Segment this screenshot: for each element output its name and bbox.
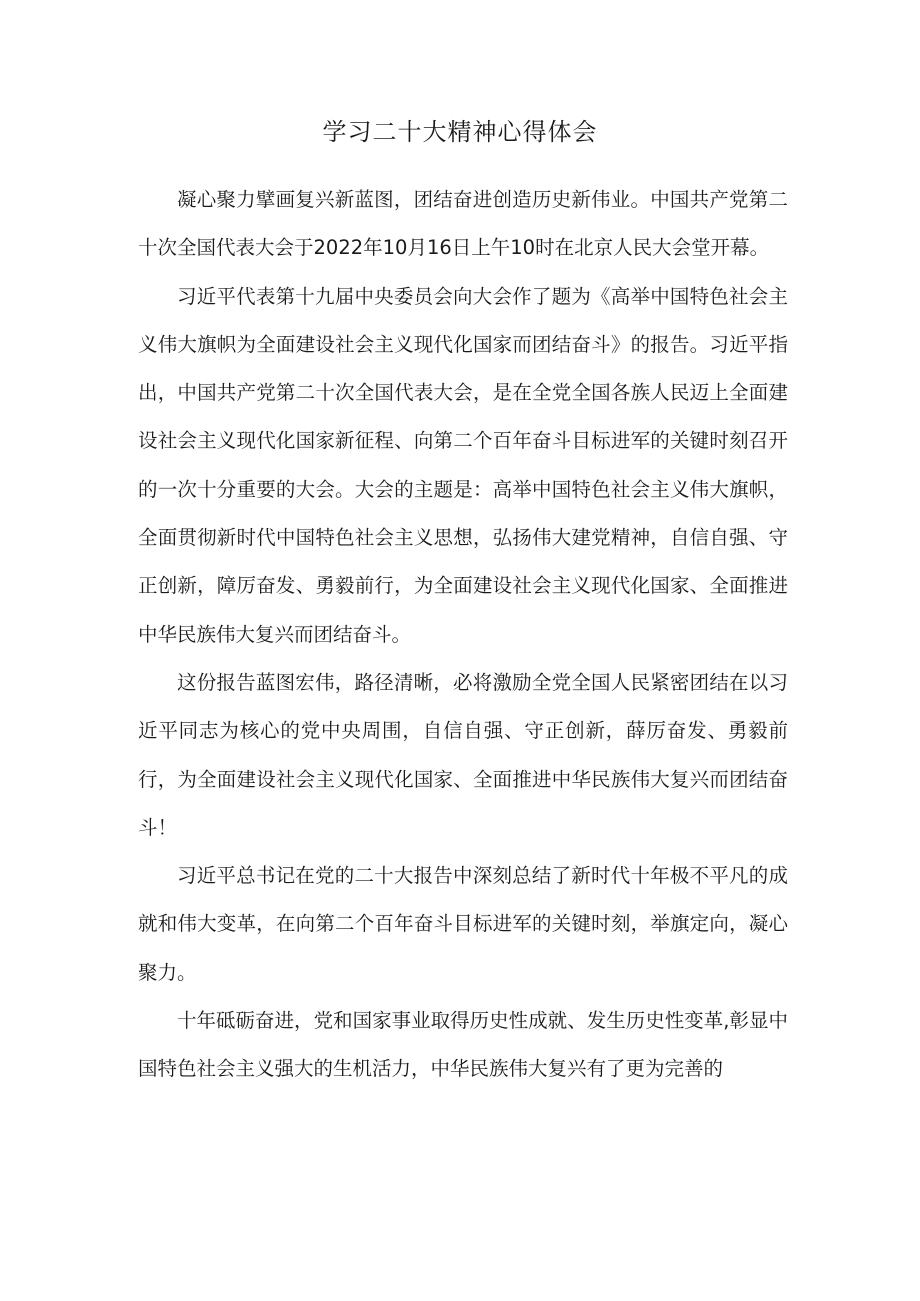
paragraph: 凝心聚力擘画复兴新蓝图，团结奋进创造历史新伟业。中国共产党第二十次全国代表大会于2022年10月16日上午10时在北京人民大会堂开幕。 bbox=[138, 188, 788, 260]
document-title: 学习二十大精神心得体会 bbox=[322, 118, 598, 146]
paragraph: 习近平代表第十九届中央委员会向大会作了题为《高举中国特色社会主义伟大旗帜为全面建设社会主义现代化国家而团结奋斗》的报告。习近平指出，中国共产党第二十次全国代表大会，是在全党全国各族人民迈上全面建设社会主义现代化国家新征程、向第二个百年奋斗目标进军的关键时刻召开的一次十分重要的大会。大会的主题是：高举中国特色社会主义伟大旗帜，全面贯彻新时代中国特色社会主义思想，弘扬伟大建党精神，自信自强、守正创新，障厉奋发、勇毅前行，为全面建设社会主义现代化国家、全面推进中华民族伟大复兴而团结奋斗。 bbox=[138, 284, 788, 646]
paragraph: 十年砥砺奋进，党和国家事业取得历史性成就、发生历史性变革,彰显中国特色社会主义强大的生机活力，中华民族伟大复兴有了更为完善的 bbox=[138, 1009, 788, 1081]
paragraph: 习近平总书记在党的二十大报告中深刻总结了新时代十年极不平凡的成就和伟大变革，在向第二个百年奋斗目标进军的关键时刻，举旗定向，凝心聚力。 bbox=[138, 864, 788, 984]
paragraph: 这份报告蓝图宏伟，路径清晰，必将激励全党全国人民紧密团结在以习近平同志为核心的党中央周围，自信自强、守正创新，薛厉奋发、勇毅前行，为全面建设社会主义现代化国家、全面推进中华民族伟大复兴而团结奋斗！ bbox=[138, 670, 788, 839]
document-body bbox=[138, 176, 788, 1094]
